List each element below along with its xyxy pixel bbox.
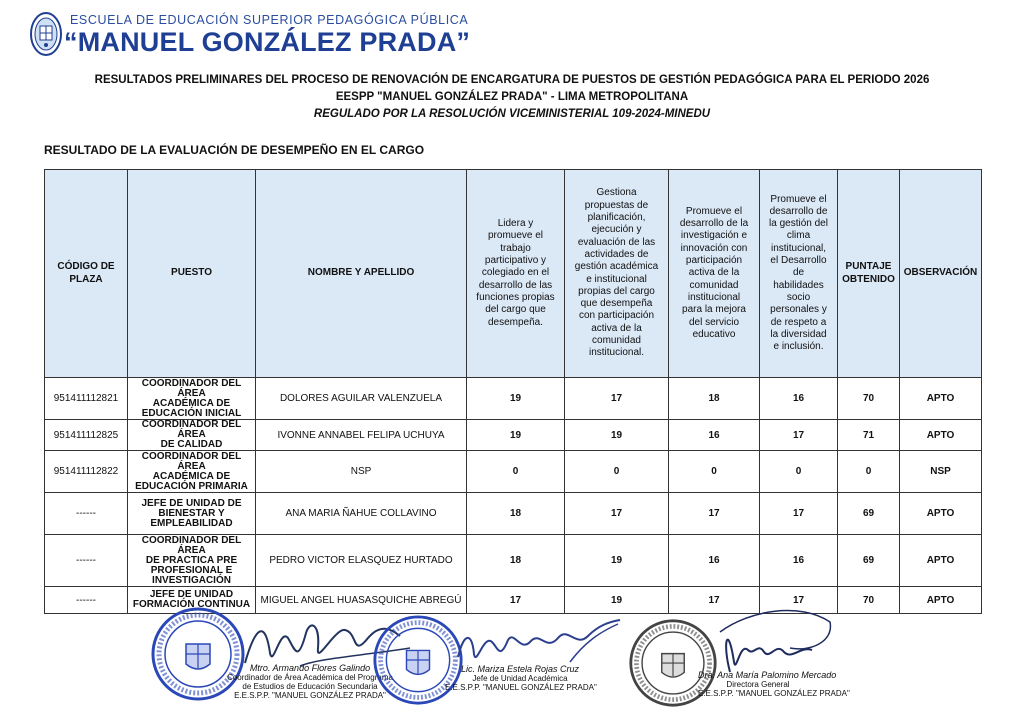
observacion-cell: APTO: [900, 535, 982, 587]
criterio-3-cell: 16: [669, 420, 760, 451]
puesto-cell: [128, 420, 256, 451]
criterio-1-cell: 19: [467, 378, 565, 420]
text-line: COORDINADOR DEL ÁREA: [141, 450, 242, 472]
criterio-2-cell: 0: [565, 451, 669, 493]
title-line2: EESPP "MANUEL GONZÁLEZ PRADA" - LIMA METROPOLITANA: [335, 91, 689, 103]
text-line: educativo: [692, 328, 736, 340]
text-line: Promueve el: [685, 205, 743, 217]
text-line: evaluación de las: [577, 236, 656, 248]
text-line: que desempeña: [580, 298, 653, 310]
text-line: clima: [786, 230, 811, 242]
text-line: la diversidad: [770, 328, 827, 340]
criterio-4-cell: 16: [760, 378, 838, 420]
text-line: colegiado en el: [481, 267, 550, 279]
section-title: RESULTADO DE LA EVALUACIÓN DE DESEMPEÑO EN EL CARGO: [44, 143, 425, 157]
col-criterio-1: [467, 170, 565, 378]
school-name-line1: ESCUELA DE EDUCACIÓN SUPERIOR PEDAGÓGICA PÚBLICA: [70, 13, 469, 27]
text-line: propuestas de: [584, 199, 649, 211]
text-line: Gestiona: [596, 187, 637, 199]
school-name-line2: “MANUEL GONZÁLEZ PRADA”: [64, 27, 471, 57]
text-line: JEFE DE UNIDAD DE: [141, 497, 242, 509]
criterio-3-cell: 17: [669, 493, 760, 535]
col-puntaje: [838, 170, 900, 378]
text-line: desarrollo de las: [478, 279, 553, 291]
text-line: OBTENIDO: [842, 273, 895, 285]
text-line: COORDINADOR DEL ÁREA: [141, 419, 242, 440]
text-line: desarrollo de: [769, 205, 828, 217]
signer-role-1-line1: Coordinador de Área Académica del Programa: [227, 673, 393, 682]
puntaje-cell: 0: [838, 451, 900, 493]
text-line: personales y: [770, 304, 827, 316]
text-line: EDUCACIÓN PRIMARIA: [135, 480, 248, 492]
signer-name-3: Dra. Ana María Palomino Mercado: [698, 670, 837, 680]
text-line: institucional.: [588, 347, 645, 359]
text-line: actividades de: [584, 248, 649, 260]
text-line: INVESTIGACIÓN: [152, 574, 231, 586]
text-line: del servicio: [688, 316, 740, 328]
text-line: comunidad: [592, 334, 641, 346]
text-line: institucional,: [770, 242, 827, 254]
text-line: trabajo: [500, 242, 531, 254]
text-line: habilidades: [773, 279, 824, 291]
text-line: ejecución y: [591, 224, 642, 236]
signature-2: [450, 612, 625, 672]
criterio-4-cell: 17: [760, 587, 838, 614]
table-body: [45, 378, 982, 614]
codigo-cell: 951411112825: [45, 420, 128, 451]
criterio-2-cell: 19: [565, 420, 669, 451]
col-puesto: PUESTO: [128, 170, 256, 378]
text-line: desarrollo de la: [679, 218, 749, 230]
signer-role-3-line1: Directora General: [726, 680, 790, 689]
col-observacion: OBSERVACIÓN: [900, 170, 982, 378]
text-line: COORDINADOR DEL ÁREA: [141, 377, 242, 399]
criterio-4-cell: 16: [760, 535, 838, 587]
observacion-cell: APTO: [900, 378, 982, 420]
col-criterio-4: [760, 170, 838, 378]
text-line: con participación: [578, 310, 655, 322]
criterio-3-cell: 18: [669, 378, 760, 420]
text-line: EMPLEABILIDAD: [150, 517, 233, 529]
text-line: gestión académica: [574, 261, 659, 273]
criterio-4-cell: 17: [760, 420, 838, 451]
col-criterio-2: [565, 170, 669, 378]
puntaje-cell: 69: [838, 493, 900, 535]
signer-role-1-line3: E.E.S.P.P. "MANUEL GONZÁLEZ PRADA": [234, 691, 386, 700]
codigo-cell: ------: [45, 587, 128, 614]
text-line: DE CALIDAD: [160, 439, 223, 450]
puntaje-cell: 70: [838, 378, 900, 420]
puntaje-cell: 70: [838, 587, 900, 614]
codigo-cell: ------: [45, 493, 128, 535]
text-line: del cargo que: [485, 304, 546, 316]
text-line: activa de la: [688, 267, 740, 279]
criterio-2-cell: 19: [565, 535, 669, 587]
signature-3: [700, 602, 840, 680]
school-crest-icon: [30, 12, 62, 56]
text-line: Lidera y: [497, 218, 534, 230]
document-titles: [0, 72, 1024, 123]
puesto-cell: [128, 451, 256, 493]
text-line: desempeña.: [487, 316, 544, 328]
text-line: propias del cargo: [578, 285, 655, 297]
criterio-1-cell: 0: [467, 451, 565, 493]
criterio-1-cell: 17: [467, 587, 565, 614]
text-line: e institucional: [586, 273, 647, 285]
signer-name-2: Lic. Mariza Estela Rojas Cruz: [460, 664, 580, 674]
criterio-1-cell: 18: [467, 493, 565, 535]
puntaje-cell: 71: [838, 420, 900, 451]
text-line: comunidad: [689, 279, 739, 291]
col-criterio-3: [669, 170, 760, 378]
text-line: innovación con: [680, 242, 748, 254]
criterio-4-cell: 0: [760, 451, 838, 493]
text-line: BIENESTAR Y: [158, 507, 225, 519]
title-line1: RESULTADOS PRELIMINARES DEL PROCESO DE RENOVACIÓN DE ENCARGATURA DE PUESTOS DE GESTIÓN PEDAGÓGICA PARA EL PERIODO 2026: [94, 74, 930, 86]
text-line: CÓDIGO DE: [57, 261, 115, 273]
observacion-cell: APTO: [900, 420, 982, 451]
signer-role-2-line2: E.E.S.P.P. "MANUEL GONZÁLEZ PRADA": [445, 683, 597, 692]
col-nombre: NOMBRE Y APELLIDO: [256, 170, 467, 378]
table-row: [45, 420, 982, 451]
text-line: JEFE DE UNIDAD: [149, 589, 234, 600]
col-codigo: [45, 170, 128, 378]
observacion-cell: NSP: [900, 451, 982, 493]
nombre-cell: MIGUEL ANGEL HUASASQUICHE ABREGÚ: [256, 587, 467, 614]
signature-label-1: [225, 664, 395, 700]
codigo-cell: 951411112821: [45, 378, 128, 420]
puesto-cell: [128, 535, 256, 587]
criterio-3-cell: 0: [669, 451, 760, 493]
text-line: FORMACIÓN CONTINUA: [132, 599, 251, 610]
codigo-cell: ------: [45, 535, 128, 587]
signer-role-2-line1: Jefe de Unidad Académica: [472, 674, 568, 683]
text-line: DE PRACTICA PRE: [145, 554, 238, 566]
text-line: PROFESIONAL E: [150, 564, 233, 576]
nombre-cell: IVONNE ANNABEL FELIPA UCHUYA: [256, 420, 467, 451]
criterio-2-cell: 17: [565, 378, 669, 420]
text-line: ACADÉMICA DE: [152, 470, 231, 482]
text-line: funciones propias: [476, 291, 555, 303]
text-line: ACADÉMICA DE: [152, 397, 231, 409]
text-line: Promueve el: [770, 193, 827, 205]
text-line: promueve el: [487, 230, 544, 242]
criterio-3-cell: 16: [669, 535, 760, 587]
signature-label-3: [698, 670, 850, 698]
text-line: investigación e: [680, 230, 748, 242]
text-line: e inclusión.: [773, 341, 824, 353]
puntaje-cell: 69: [838, 535, 900, 587]
criterio-1-cell: 18: [467, 535, 565, 587]
title-line3: REGULADO POR LA RESOLUCIÓN VICEMINISTERIAL 109-2024-MINEDU: [313, 108, 711, 120]
text-line: planificación,: [587, 212, 646, 224]
nombre-cell: DOLORES AGUILAR VALENZUELA: [256, 378, 467, 420]
signer-role-1-line2: de Estudios de Educación Secundaria: [242, 682, 378, 691]
puesto-cell: [128, 378, 256, 420]
nombre-cell: ANA MARIA ÑAHUE COLLAVINO: [256, 493, 467, 535]
signature-label-2: [445, 665, 595, 692]
codigo-cell: 951411112822: [45, 451, 128, 493]
results-table: [44, 169, 982, 614]
criterio-3-cell: 17: [669, 587, 760, 614]
table-row: [45, 451, 982, 493]
table-row: [45, 378, 982, 420]
puesto-cell: [128, 493, 256, 535]
text-line: el Desarrollo: [770, 255, 827, 267]
observacion-cell: APTO: [900, 587, 982, 614]
signatures-area: [0, 600, 1024, 724]
observacion-cell: APTO: [900, 493, 982, 535]
text-line: PUNTAJE: [845, 261, 892, 273]
nombre-cell: NSP: [256, 451, 467, 493]
header: [30, 10, 471, 60]
text-line: la gestión del: [769, 218, 828, 230]
table-row: [45, 535, 982, 587]
nombre-cell: PEDRO VICTOR ELASQUEZ HURTADO: [256, 535, 467, 587]
text-line: activa de la: [591, 322, 642, 334]
text-line: de: [792, 267, 805, 279]
criterio-2-cell: 19: [565, 587, 669, 614]
text-line: institucional: [687, 291, 741, 303]
text-line: PLAZA: [69, 273, 103, 285]
criterio-2-cell: 17: [565, 493, 669, 535]
text-line: participativo y: [484, 255, 547, 267]
signer-name-1: Mtro. Armando Flores Galindo: [249, 663, 371, 673]
header-row: [45, 170, 982, 378]
text-line: EDUCACIÓN INICIAL: [141, 407, 242, 419]
text-line: COORDINADOR DEL ÁREA: [141, 534, 242, 556]
text-line: socio: [786, 291, 811, 303]
criterio-4-cell: 17: [760, 493, 838, 535]
text-line: participación: [685, 255, 743, 267]
text-line: para la mejora: [682, 304, 746, 316]
table-row: [45, 493, 982, 535]
text-line: de respeto a: [770, 316, 827, 328]
signer-role-3-line2: E.E.S.P.P. "MANUEL GONZÁLEZ PRADA": [698, 689, 850, 698]
criterio-1-cell: 19: [467, 420, 565, 451]
